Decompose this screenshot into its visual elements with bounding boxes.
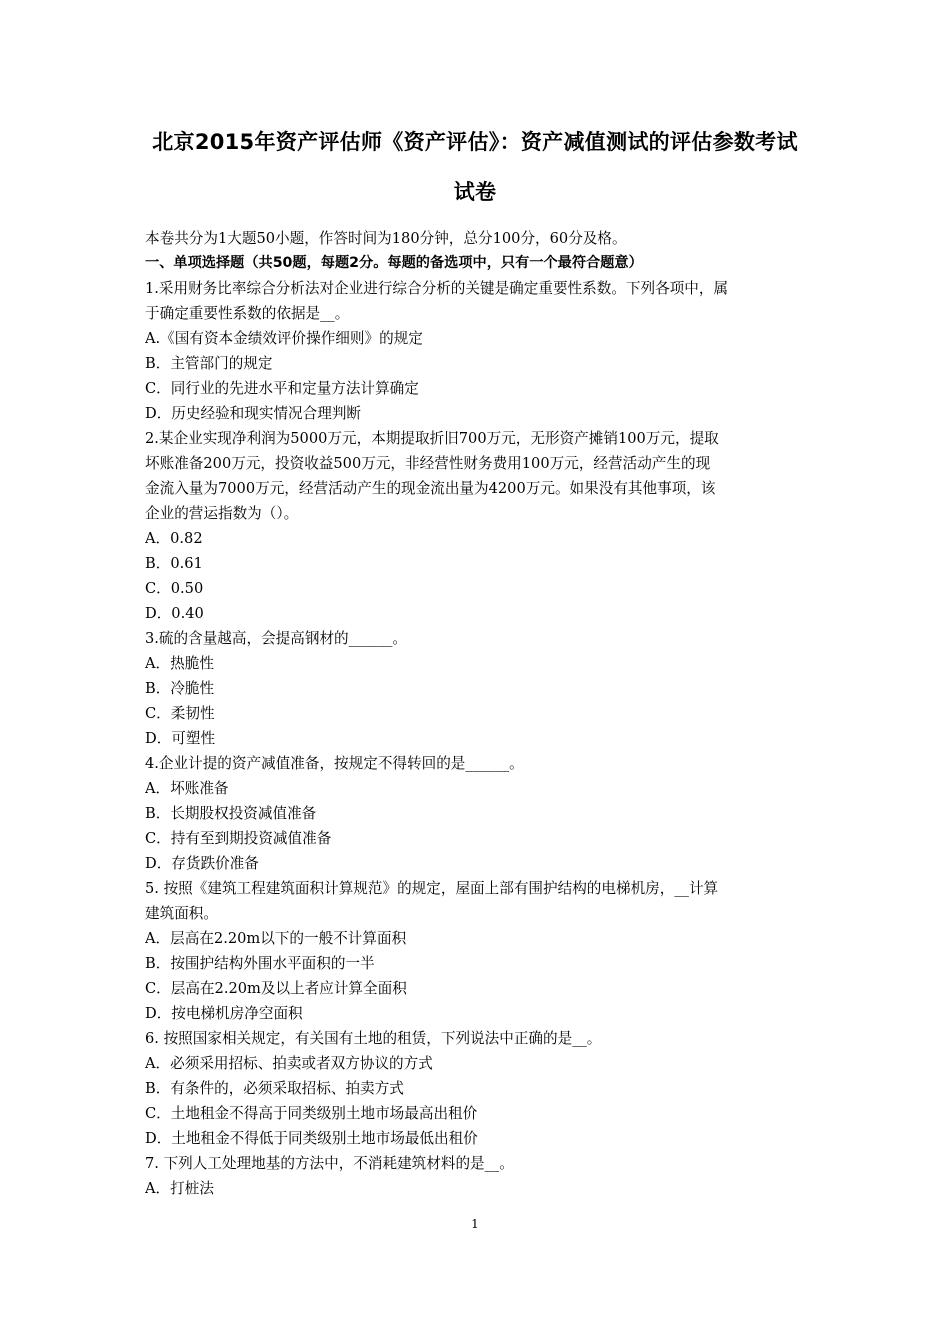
text-line: B．按围护结构外围水平面积的一半 — [145, 955, 375, 972]
text-line: A．层高在2.20m以下的一般不计算面积 — [145, 930, 407, 947]
text-line: D．存货跌价准备 — [145, 855, 259, 872]
text-line: 3.硫的含量越高，会提高钢材的______。 — [145, 630, 408, 647]
text-line: 5. 按照《建筑工程建筑面积计算规范》的规定，屋面上部有围护结构的电梯机房，__计算 — [145, 880, 719, 897]
text-line: C．同行业的先进水平和定量方法计算确定 — [145, 380, 419, 397]
text-line: A．热脆性 — [145, 655, 214, 672]
text-line: D．土地租金不得低于同类级别土地市场最低出租价 — [145, 1130, 478, 1147]
text-line: 2.某企业实现净利润为5000万元，本期提取折旧700万元，无形资产摊销100万元，提取 — [145, 430, 719, 447]
text-line: C．层高在2.20m及以上者应计算全面积 — [145, 980, 407, 997]
document-body — [145, 226, 815, 1201]
exam-intro: 本卷共分为1大题50小题，作答时间为180分钟，总分100分，60分及格。 — [145, 230, 627, 247]
text-line: 于确定重要性系数的依据是__。 — [145, 305, 350, 322]
text-line: D．历史经验和现实情况合理判断 — [145, 405, 362, 422]
document-title-line-2: 试卷 — [453, 180, 497, 204]
text-line: C．0.50 — [145, 580, 204, 597]
text-line: 坏账准备200万元，投资收益500万元，非经营性财务费用100万元，经营活动产生的现 — [145, 455, 711, 472]
text-line: D．按电梯机房净空面积 — [145, 1005, 303, 1022]
document-title-line-1: 北京2015年资产评估师《资产评估》：资产减值测试的评估参数考试 — [152, 130, 798, 154]
text-line: 7. 下列人工处理地基的方法中，不消耗建筑材料的是__。 — [145, 1155, 514, 1172]
text-line: A.《国有资本金绩效评价操作细则》的规定 — [145, 330, 423, 347]
text-line: C．柔韧性 — [145, 705, 215, 722]
text-line: B．有条件的，必须采取招标、拍卖方式 — [145, 1080, 404, 1097]
text-line: 建筑面积。 — [145, 905, 218, 922]
text-line: A．0.82 — [145, 530, 203, 547]
text-line: D．可塑性 — [145, 730, 216, 747]
text-line: C．持有至到期投资减值准备 — [145, 830, 332, 847]
section-heading: 一、单项选择题（共50题，每题2分。每题的备选项中，只有一个最符合题意） — [145, 255, 643, 271]
text-line: 4.企业计提的资产减值准备，按规定不得转回的是______。 — [145, 755, 524, 772]
text-line: 金流入量为7000万元，经营活动产生的现金流出量为4200万元。如果没有其他事项，该 — [145, 480, 716, 497]
text-line: B．0.61 — [145, 555, 203, 572]
text-line: A．打桩法 — [145, 1180, 214, 1197]
text-line: A．坏账准备 — [145, 780, 229, 797]
text-line: 6. 按照国家相关规定，有关国有土地的租赁，下列说法中正确的是__。 — [145, 1030, 602, 1047]
text-line: 1.采用财务比率综合分析法对企业进行综合分析的关键是确定重要性系数。下列各项中，属 — [145, 280, 729, 297]
text-line: C．土地租金不得高于同类级别土地市场最高出租价 — [145, 1105, 478, 1122]
text-line: A．必须采用招标、拍卖或者双方协议的方式 — [145, 1055, 433, 1072]
text-line: D．0.40 — [145, 605, 204, 622]
text-line: B．长期股权投资减值准备 — [145, 805, 317, 822]
text-line: B．主管部门的规定 — [145, 355, 273, 372]
page-number: 1 — [471, 1217, 479, 1231]
text-line: B．冷脆性 — [145, 680, 215, 697]
text-line: 企业的营运指数为（）。 — [145, 505, 299, 522]
